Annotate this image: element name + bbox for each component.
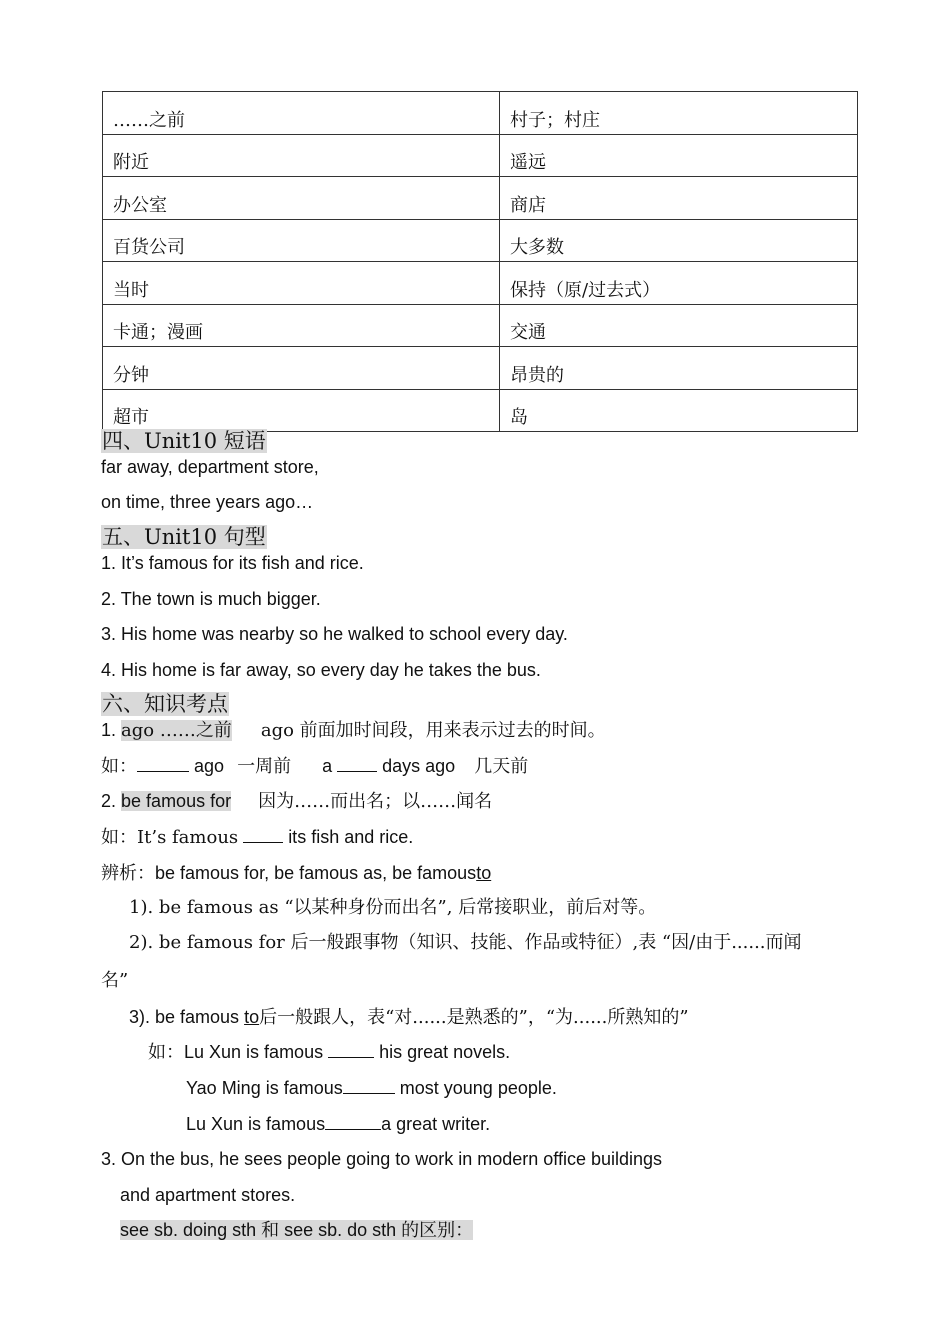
- point-3-line-2: and apartment stores.: [120, 1185, 296, 1205]
- point-2: [101, 790, 492, 813]
- answer-blank[interactable]: [243, 826, 283, 843]
- example-2-prefix: 如：It’s famous: [101, 827, 239, 848]
- analysis-text: be famous for, be famous as, be famous: [155, 863, 477, 883]
- point-3-line-1: 3. On the bus, he sees people going to work in modern office buildings: [101, 1149, 663, 1169]
- point-3-diff: [120, 1219, 473, 1241]
- section4-heading: 四、Unit10 短语: [102, 429, 266, 453]
- analysis-item-3-post: 后一般跟人，表“对......是熟悉的”，“为......所熟知的”: [259, 1007, 689, 1028]
- point-2-number: 2.: [101, 791, 117, 811]
- vocab-cell-right: 大多数: [500, 219, 858, 262]
- phrase-line-1: far away, department store,: [101, 457, 319, 477]
- example-3-1: [148, 1041, 510, 1064]
- vocab-cell-left: 超市: [103, 389, 500, 432]
- example-1a: ago: [194, 756, 225, 776]
- vocab-row: [103, 92, 858, 135]
- vocab-cell-left: 办公室: [103, 177, 500, 220]
- point-1-desc: ago 前面加时间段，用来表示过去的时间。: [260, 720, 606, 741]
- vocab-cell-left: 百货公司: [103, 219, 500, 262]
- example-1b-cn: 几天前: [474, 756, 529, 777]
- sentence-2: 2. The town is much bigger.: [101, 589, 321, 609]
- point-2-desc: 因为……而出名；以……闻名: [258, 791, 493, 812]
- vocab-row: [103, 304, 858, 347]
- vocab-cell-right: 岛: [500, 389, 858, 432]
- vocab-cell-right: 商店: [500, 177, 858, 220]
- point-1-term: ago ……之前: [121, 720, 232, 741]
- sentence-3: 3. His home was nearby so he walked to school every day.: [101, 624, 568, 644]
- point-1-number: 1.: [101, 720, 117, 740]
- vocab-table: [102, 91, 858, 432]
- example-1a-cn: 一周前: [237, 756, 292, 777]
- example-3-2: [186, 1077, 557, 1099]
- vocab-row: [103, 347, 858, 390]
- example-1b-pre: a: [322, 756, 333, 776]
- analysis-item-2-line-1: 2). be famous for 后一般跟事物（知识、技能、作品或特征）,表 “因/由于......而闻: [129, 932, 802, 953]
- example-3-2a: Yao Ming is famous: [186, 1078, 343, 1098]
- analysis-label: 辨析：: [101, 863, 155, 884]
- vocab-cell-left: ……之前: [103, 92, 500, 135]
- vocab-row: [103, 219, 858, 262]
- example-3-2b: most young people.: [399, 1078, 557, 1098]
- analysis-item-3-pre: 3). be famous: [129, 1007, 240, 1027]
- point-1: [101, 719, 606, 742]
- sentence-4: 4. His home is far away, so every day he takes the bus.: [101, 660, 541, 680]
- vocab-row: [103, 134, 858, 177]
- example-3-3b: a great writer.: [381, 1114, 491, 1134]
- answer-blank[interactable]: [343, 1077, 395, 1094]
- example-1b: days ago: [382, 756, 456, 776]
- vocab-row: [103, 177, 858, 220]
- analysis-item-3: [129, 1006, 689, 1029]
- example-3-3: [186, 1113, 490, 1135]
- example-3-1b: his great novels.: [379, 1042, 511, 1062]
- example-1: [101, 755, 528, 778]
- analysis-to: to: [476, 863, 492, 883]
- analysis-line: [101, 862, 491, 885]
- vocab-cell-left: 当时: [103, 262, 500, 305]
- point-2-term: be famous for: [121, 791, 232, 811]
- vocab-row: [103, 389, 858, 432]
- section6-heading: 六、知识考点: [102, 692, 228, 716]
- answer-blank[interactable]: [328, 1041, 374, 1058]
- example-2-suffix: its fish and rice.: [288, 827, 414, 847]
- vocab-cell-left: 分钟: [103, 347, 500, 390]
- example-3-1a: Lu Xun is famous: [184, 1042, 324, 1062]
- analysis-item-1: 1). be famous as “以某种身份而出名”, 后常接职业，前后对等。: [129, 897, 657, 918]
- example-2: [101, 826, 413, 849]
- example-3-3a: Lu Xun is famous: [186, 1114, 326, 1134]
- vocab-cell-right: 村子；村庄: [500, 92, 858, 135]
- example-1-prefix: 如：: [101, 756, 137, 777]
- analysis-item-2-line-2: 名”: [101, 970, 129, 991]
- answer-blank[interactable]: [337, 755, 377, 772]
- phrase-line-2: on time, three years ago…: [101, 492, 314, 512]
- example-3-prefix: 如：: [148, 1042, 184, 1063]
- answer-blank[interactable]: [137, 755, 189, 772]
- vocab-row: [103, 262, 858, 305]
- analysis-item-3-to: to: [244, 1007, 260, 1027]
- vocab-cell-right: 交通: [500, 304, 858, 347]
- vocab-cell-left: 卡通；漫画: [103, 304, 500, 347]
- point-3-diff-text: see sb. doing sth 和 see sb. do sth 的区别：: [120, 1220, 474, 1240]
- section5-heading: 五、Unit10 句型: [102, 525, 266, 549]
- sentence-1: 1. It’s famous for its fish and rice.: [101, 553, 364, 573]
- vocab-cell-right: 昂贵的: [500, 347, 858, 390]
- vocab-cell-left: 附近: [103, 134, 500, 177]
- vocab-cell-right: 保持（原/过去式）: [500, 262, 858, 305]
- vocab-cell-right: 遥远: [500, 134, 858, 177]
- answer-blank[interactable]: [325, 1113, 381, 1130]
